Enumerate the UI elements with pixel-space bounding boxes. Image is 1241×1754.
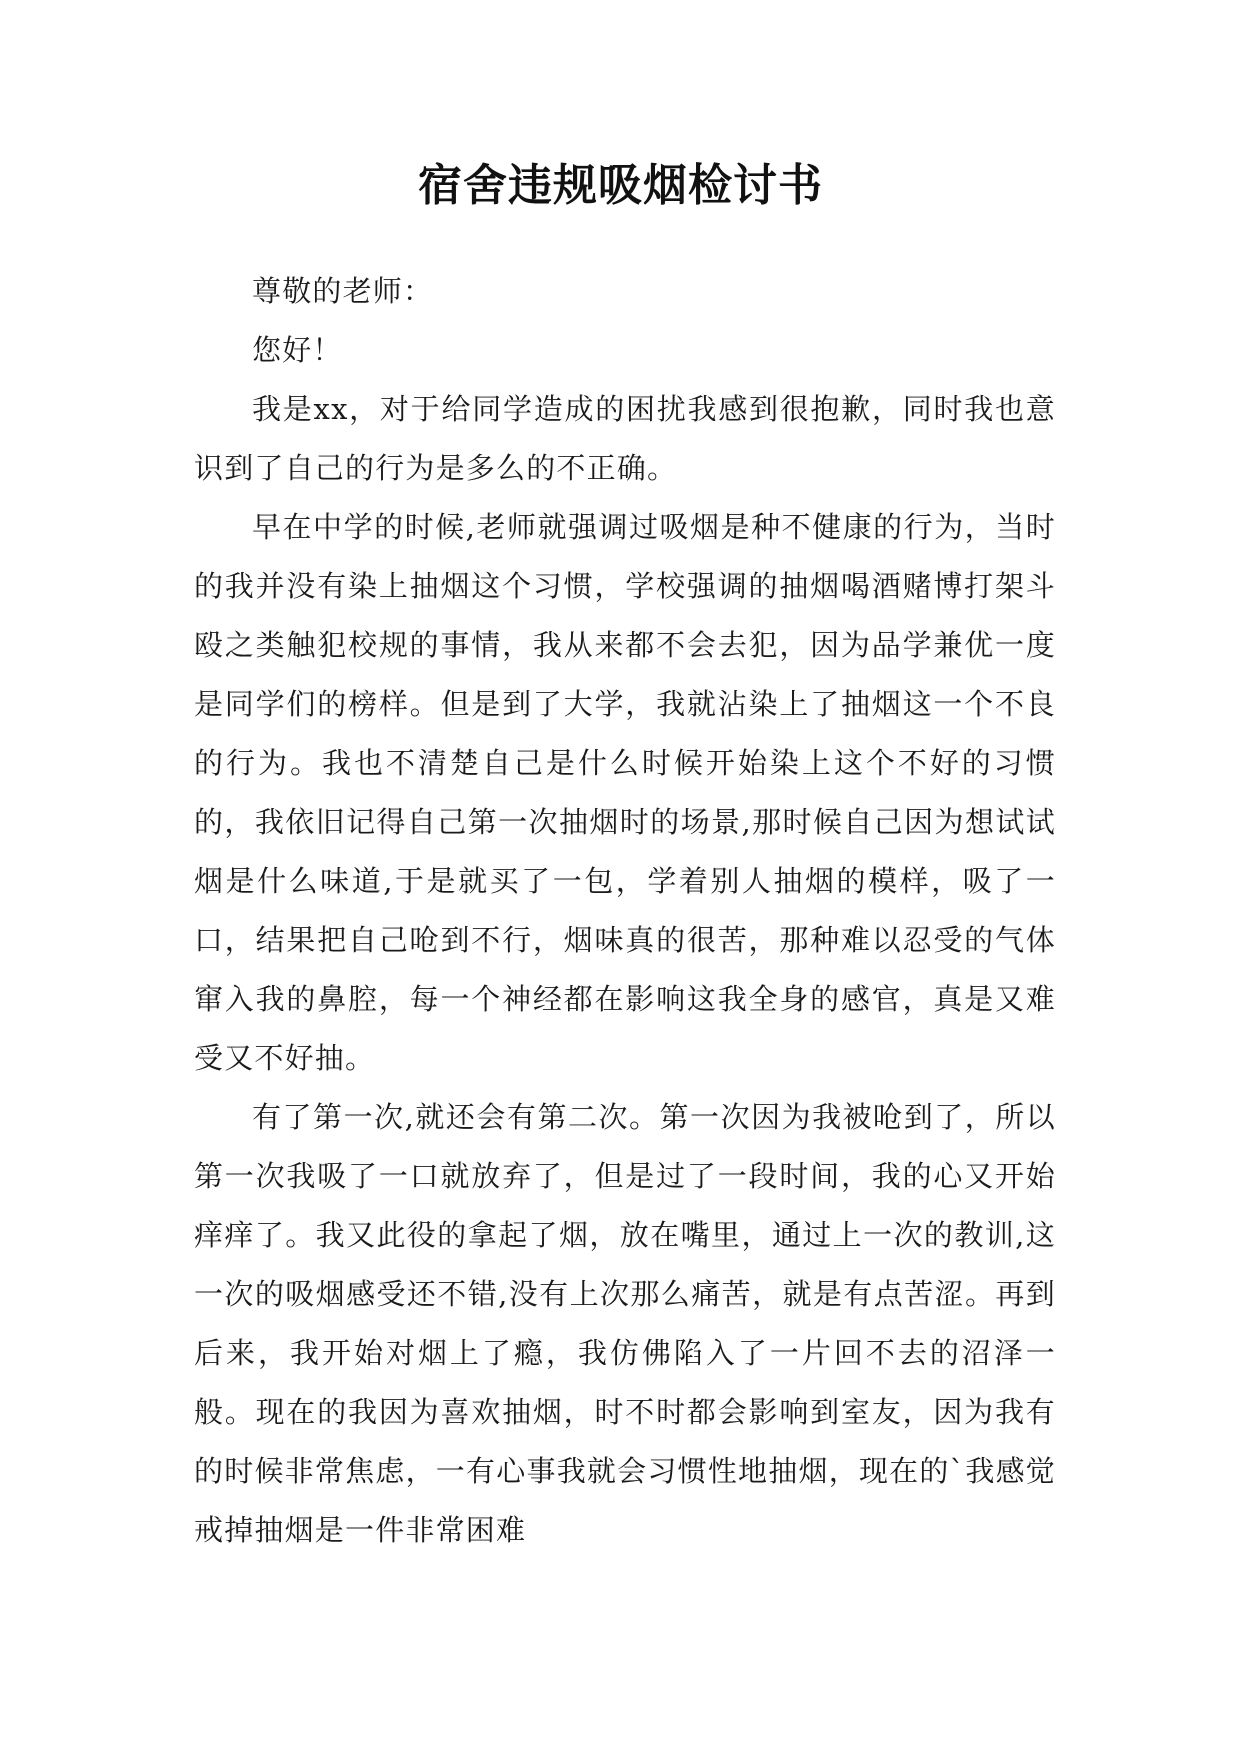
document-body	[194, 262, 1056, 1560]
greeting: 您好！	[252, 333, 343, 367]
body-paragraph-1: 我是xx，对于给同学造成的困扰我感到很抱歉，同时我也意识到了自己的行为是多么的不正确。	[194, 392, 1056, 485]
salutation: 尊敬的老师：	[252, 274, 434, 308]
body-paragraph-2: 早在中学的时候,老师就强调过吸烟是种不健康的行为，当时的我并没有染上抽烟这个习惯，学校强调的抽烟喝酒赌博打架斗殴之类触犯校规的事情，我从来都不会去犯，因为品学兼优一度是同学们的榜样。但是到了大学，我就沾染上了抽烟这一个不良的行为。我也不清楚自己是什么时候开始染上这个不好的习惯的，我依旧记得自己第一次抽烟时的场景,那时候自己因为想试试烟是什么味道,于是就买了一包，学着别人抽烟的模样，吸了一口，结果把自己呛到不行，烟味真的很苦，那种难以忍受的气体窜入我的鼻腔，每一个神经都在影响这我全身的感官，真是又难受又不好抽。	[194, 510, 1056, 1075]
body-paragraph-3: 有了第一次,就还会有第二次。第一次因为我被呛到了，所以第一次我吸了一口就放弃了，但是过了一段时间，我的心又开始痒痒了。我又此役的拿起了烟，放在嘴里，通过上一次的教训,这一次的吸烟感受还不错,没有上次那么痛苦，就是有点苦涩。再到后来，我开始对烟上了瘾，我仿佛陷入了一片回不去的沼泽一般。现在的我因为喜欢抽烟，时不时都会影响到室友，因为我有的时候非常焦虑，一有心事我就会习惯性地抽烟，现在的`我感觉戒掉抽烟是一件非常困难	[194, 1100, 1056, 1547]
document-title: 宿舍违规吸烟检讨书	[418, 160, 823, 211]
